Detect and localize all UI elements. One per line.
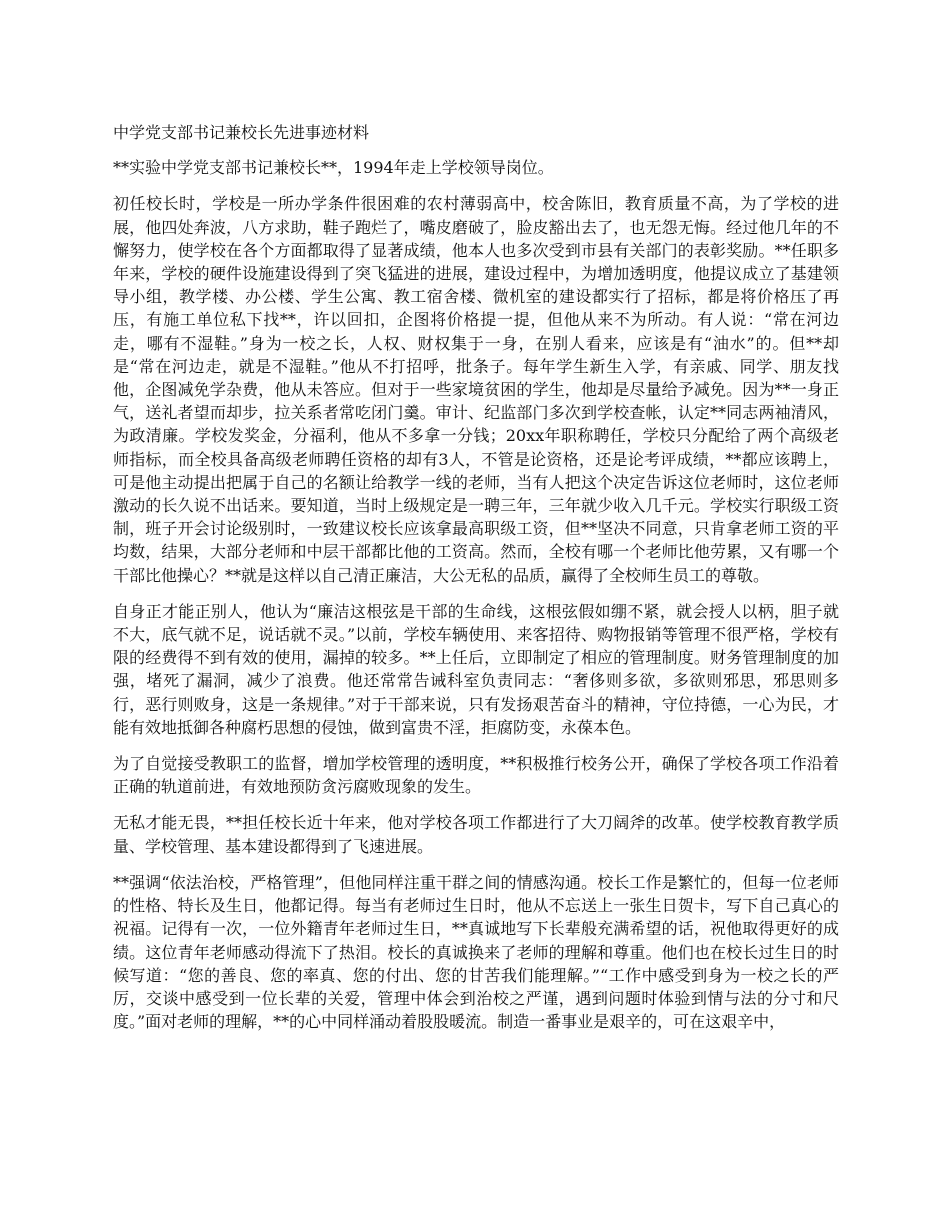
paragraph-transparency: 为了自觉接受教职工的监督，增加学校管理的透明度，**积极推行校务公开，确保了学校各项工作沿着正确的轨道前进，有效地预防贪污腐败现象的发生。 bbox=[113, 754, 839, 797]
document-page bbox=[113, 121, 839, 1046]
paragraph-care: **强调“依法治校，严格管理”，但他同样注重干群之间的情感沟通。校长工作是繁忙的，但每一位老师的性格、特长及生日，他都记得。每当有老师过生日时，他从不忘送上一张生日贺卡，写下自己真心的祝福。记得有一次，一位外籍青年老师过生日，**真诚地写下长辈般充满希望的话，祝他取得更好的成绩。这位青年老师感动得流下了热泪。校长的真诚换来了老师的理解和尊重。他们也在校长过生日的时候写道：“您的善良、您的率真、您的付出、您的甘苦我们能理解。”“工作中感受到身为一校之长的严厉，交谈中感受到一位长辈的关爱，管理中体会到治校之严谨，遇到问题时体验到情与法的分寸和尺度。”面对老师的理解，**的心中同样涌动着股股暖流。制造一番事业是艰辛的，可在这艰辛中， bbox=[113, 872, 839, 1032]
paragraph-reform: 无私才能无畏，**担任校长近十年来，他对学校各项工作都进行了大刀阔斧的改革。使学校教育教学质量、学校管理、基本建设都得到了飞速进展。 bbox=[113, 813, 839, 856]
paragraph-intro: **实验中学党支部书记兼校长**，1994年走上学校领导岗位。 bbox=[113, 158, 554, 178]
document-title: 中学党支部书记兼校长先进事迹材料 bbox=[113, 123, 370, 142]
paragraph-integrity: 初任校长时，学校是一所办学条件很困难的农村薄弱高中，校舍陈旧，教育质量不高，为了学校的进展，他四处奔波，八方求助，鞋子跑烂了，嘴皮磨破了，脸皮豁出去了，也无怨无悔。经过他几年的不懈努力，使学校在各个方面都取得了显著成绩，他本人也多次受到市县有关部门的表彰奖励。**任职多年来，学校的硬件设施建设得到了突飞猛进的进展，建设过程中，为增加透明度，他提议成立了基建领导小组，教学楼、办公楼、学生公寓、教工宿舍楼、微机室的建设都实行了招标，都是将价格压了再压，有施工单位私下找**，许以回扣，企图将价格提一提，但他从来不为所动。有人说：“常在河边走，哪有不湿鞋。”身为一校之长，人权、财权集于一身，在别人看来，应该是有“油水”的。但**却是“常在河边走，就是不湿鞋。”他从不打招呼，批条子。每年学生新生入学，有亲戚、同学、朋友找他，企图减免学杂费，他从未答应。但对于一些家境贫困的学生，他却是尽量给予减免。因为**一身正气，送礼者望而却步，拉关系者常吃闭门羹。审计、纪监部门多次到学校查帐，认定**同志两袖清风，为政清廉。学校发奖金，分福利，他从不多拿一分钱；20xx年职称聘任，学校只分配给了两个高级老师指标，而全校具备高级老师聘任资格的却有3人，不管是论资格，还是论考评成绩，**都应该聘上，可是他主动提出把属于自己的名额让给教学一线的老师，当有人把这个决定告诉这位老师时，这位老师激动的长久说不出话来。要知道，当时上级规定是一聘三年，三年就少收入几千元。学校实行职级工资制，班子开会讨论级别时，一致建议校长应该拿最高职级工资，但**坚决不同意，只肯拿老师工资的平均数，结果，大部分老师和中层干部都比他的工资高。然而，全校有哪一个老师比他劳累，又有哪一个干部比他操心？**就是这样以自己清正廉洁，大公无私的品质，赢得了全校师生员工的尊敬。 bbox=[113, 194, 839, 585]
paragraph-self-discipline: 自身正才能正别人，他认为“廉洁这根弦是干部的生命线，这根弦假如绷不紧，就会授人以柄，胆子就不大，底气就不足，说话就不灵。”以前，学校车辆使用、来客招待、购物报销等管理不很严格，学校有限的经费得不到有效的使用，漏掉的较多。**上任后，立即制定了相应的管理制度。财务管理制度的加强，堵死了漏洞，减少了浪费。他还常常告诫科室负责同志：“奢侈则多欲，多欲则邪思，邪思则多行，恶行则败身，这是一条规律。”对于干部来说，只有发扬艰苦奋斗的精神，守位持德，一心为民，才能有效地抵御各种腐朽思想的侵蚀，做到富贵不淫，拒腐防变，永葆本色。 bbox=[113, 601, 839, 737]
